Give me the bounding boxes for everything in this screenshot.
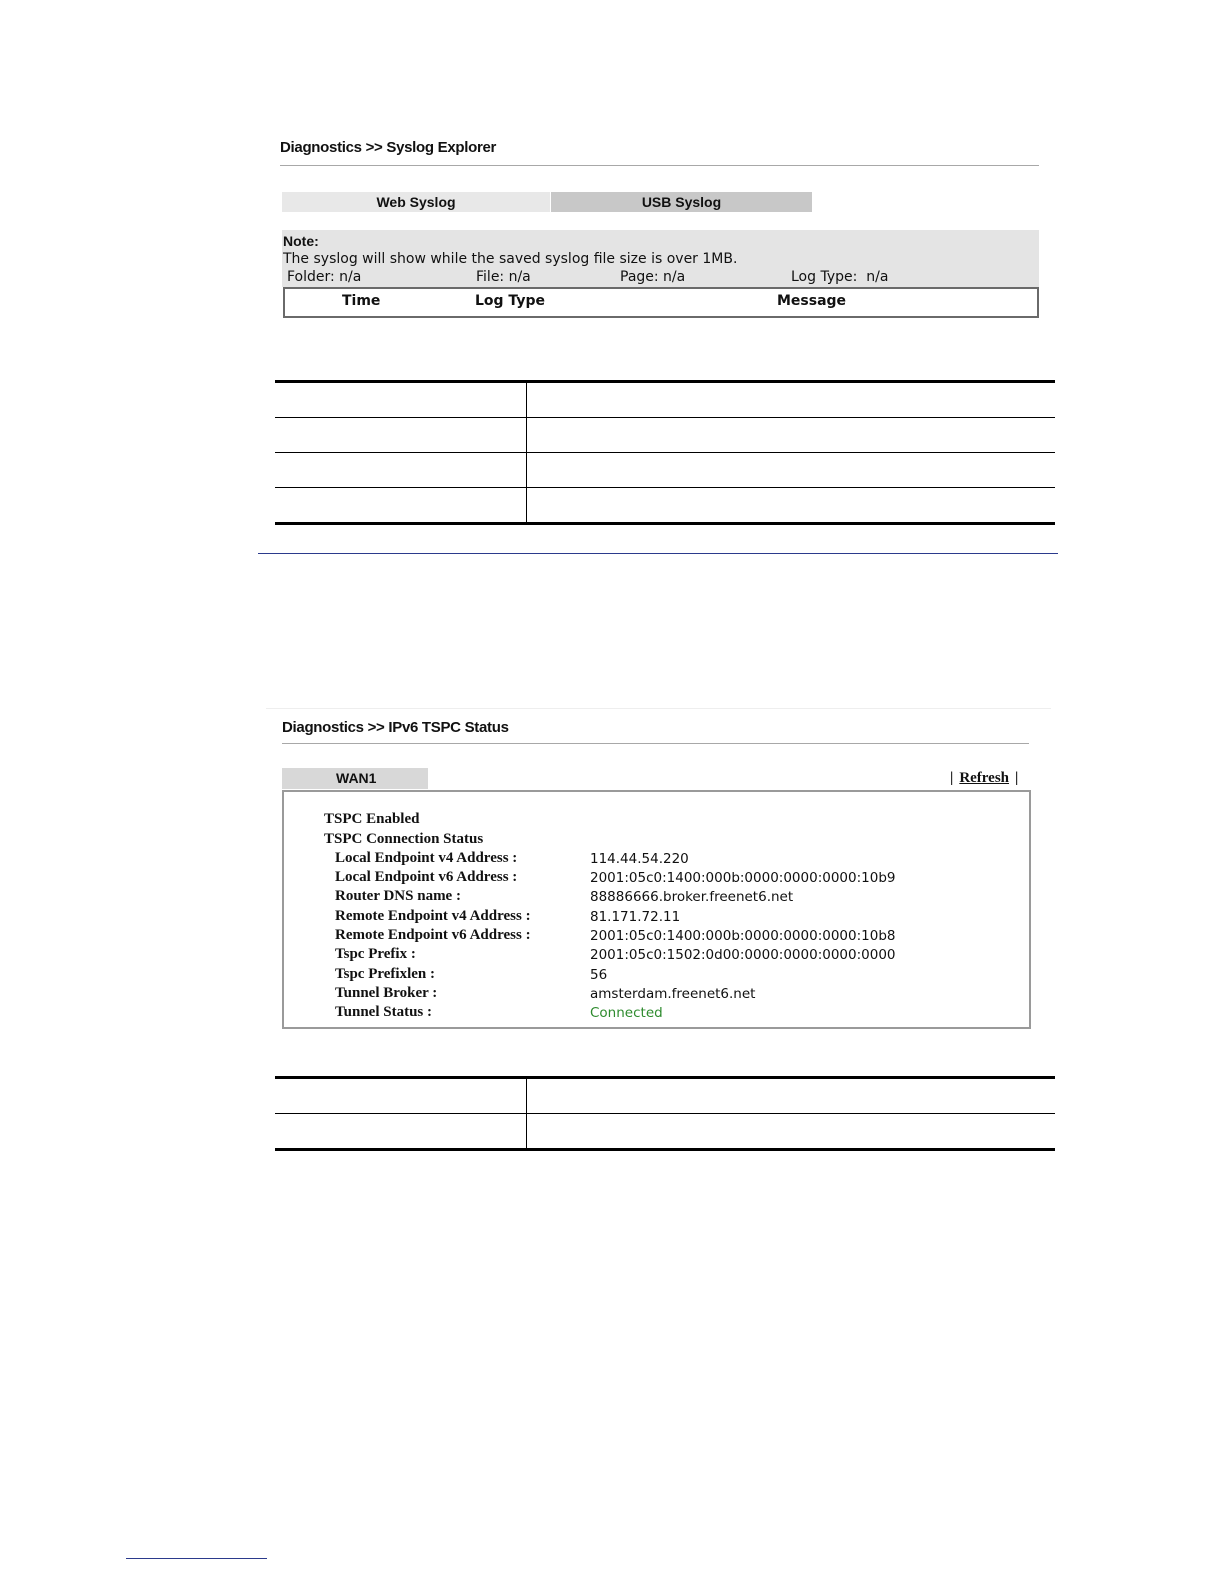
tab-web-syslog[interactable]: Web Syslog — [282, 192, 550, 212]
file-info: File: n/a — [476, 269, 531, 285]
table-row — [275, 1079, 1055, 1114]
table-row — [275, 418, 1055, 453]
separator: | — [950, 770, 954, 786]
tunnel-status-value: Connected — [590, 1005, 663, 1021]
title-divider — [280, 165, 1039, 166]
refresh-area — [950, 770, 1018, 787]
doc-table-1 — [275, 380, 1055, 525]
footnote-divider — [126, 1558, 267, 1559]
log-type-info: Log Type: n/a — [791, 269, 889, 285]
tab-wan1[interactable]: WAN1 — [282, 768, 428, 789]
folder-info: Folder: n/a — [287, 269, 362, 285]
screenshot-frame-top — [266, 708, 1051, 709]
column-message: Message — [777, 293, 847, 309]
remote-v6-label: Remote Endpoint v6 Address : — [335, 927, 531, 943]
router-dns-value: 88886666.broker.freenet6.net — [590, 889, 794, 905]
tspc-prefix-value: 2001:05c0:1502:0d00:0000:0000:0000:0000 — [590, 947, 896, 963]
note-label: Note: — [283, 233, 319, 249]
title-divider — [282, 743, 1029, 744]
note-text: The syslog will show while the saved syslog file size is over 1MB. — [283, 251, 738, 267]
local-v4-value: 114.44.54.220 — [590, 851, 689, 867]
table-row — [275, 383, 1055, 418]
tspc-page-title: Diagnostics >> IPv6 TSPC Status — [282, 719, 509, 736]
section-divider — [258, 553, 1058, 554]
tspc-prefix-label: Tspc Prefix : — [335, 946, 416, 962]
tspc-enabled-label: TSPC Enabled — [324, 811, 420, 827]
refresh-link[interactable]: Refresh — [959, 770, 1010, 786]
tunnel-status-label: Tunnel Status : — [335, 1004, 432, 1020]
remote-v6-value: 2001:05c0:1400:000b:0000:0000:0000:10b8 — [590, 928, 896, 944]
doc-table-2 — [275, 1076, 1055, 1151]
table-row — [275, 453, 1055, 488]
local-v4-label: Local Endpoint v4 Address : — [335, 850, 518, 866]
remote-v4-value: 81.171.72.11 — [590, 909, 681, 925]
tspc-prefixlen-value: 56 — [590, 967, 608, 983]
tunnel-broker-value: amsterdam.freenet6.net — [590, 986, 756, 1002]
local-v6-label: Local Endpoint v6 Address : — [335, 869, 518, 885]
tspc-connection-label: TSPC Connection Status — [324, 831, 484, 847]
column-log-type: Log Type — [475, 293, 545, 309]
router-dns-label: Router DNS name : — [335, 888, 461, 904]
separator: | — [1015, 770, 1019, 786]
local-v6-value: 2001:05c0:1400:000b:0000:0000:0000:10b9 — [590, 870, 896, 886]
tunnel-broker-label: Tunnel Broker : — [335, 985, 438, 1001]
table-row — [275, 1114, 1055, 1148]
column-time: Time — [342, 293, 381, 309]
page-info: Page: n/a — [620, 269, 686, 285]
remote-v4-label: Remote Endpoint v4 Address : — [335, 908, 531, 924]
log-table-header — [283, 287, 1039, 318]
tspc-prefixlen-label: Tspc Prefixlen : — [335, 966, 435, 982]
table-row — [275, 488, 1055, 522]
tab-usb-syslog[interactable]: USB Syslog — [551, 192, 812, 212]
syslog-page-title: Diagnostics >> Syslog Explorer — [280, 139, 497, 156]
